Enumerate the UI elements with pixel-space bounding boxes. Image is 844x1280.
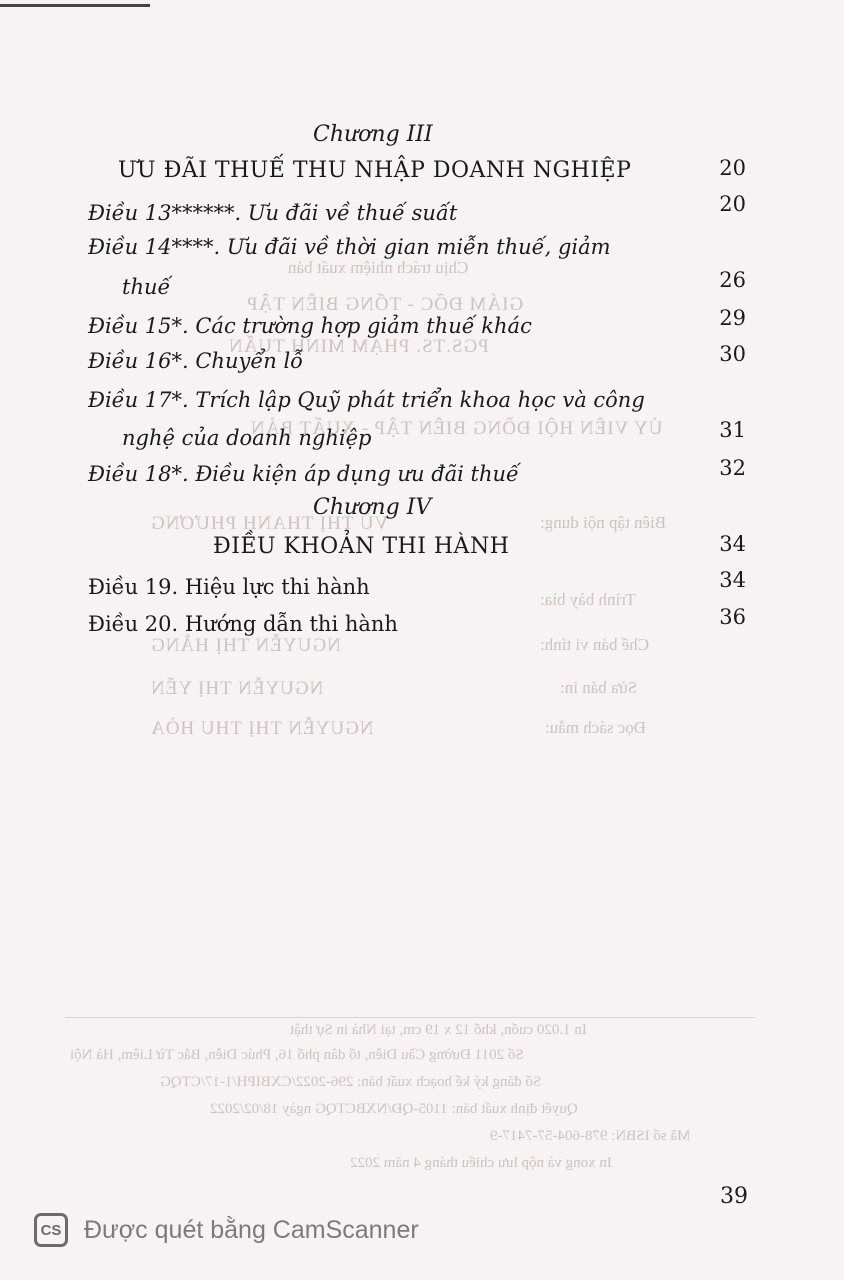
toc-entry-article-17: Điều 17*. Trích lập Quỹ phát triển khoa học và công [88, 388, 645, 412]
toc-page-number: 29 [719, 306, 746, 330]
bleed-through-text: GIÁM ĐỐC - TỔNG BIÊN TẬP [246, 294, 524, 315]
toc-entry-article-19: Điều 19. Hiệu lực thi hành [88, 575, 370, 599]
bleed-through-text: Trình bày bìa: [540, 590, 636, 609]
toc-entry-article-14-cont: thuế [122, 275, 171, 299]
bleed-through-text: Sửa bản in: [560, 678, 638, 697]
toc-page-number: 20 [719, 192, 746, 216]
toc-entry-article-13: Điều 13******. Ưu đãi về thuế suất [88, 201, 458, 225]
toc-page-number: 34 [719, 568, 746, 592]
top-rule [0, 4, 150, 7]
toc-page-number: 26 [719, 268, 746, 292]
bleed-through-text: Quyết định xuất bản: 1105-QĐ/NXBCTQG ngày 18/02/2022 [210, 1101, 578, 1117]
toc-entry-article-14: Điều 14****. Ưu đãi về thời gian miễn thuế, giảm [88, 235, 611, 259]
chapter-label: Chương III [313, 122, 433, 147]
bleed-through-text: Chế bản vi tính: [540, 635, 650, 654]
bleed-through-text: PGS.TS. PHẠM MINH TUẤN [228, 336, 489, 357]
bleed-through-text: In xong và nộp lưu chiểu tháng 4 năm 2022 [350, 1155, 612, 1171]
toc-entry-article-18: Điều 18*. Điều kiện áp dụng ưu đãi thuế [88, 462, 519, 486]
toc-entry-article-20: Điều 20. Hướng dẫn thi hành [88, 612, 398, 636]
bleed-through-text: NGUYỄN THỊ HẰNG [150, 635, 341, 656]
bleed-through-text: NGUYỄN THỊ THU HÒA [150, 718, 374, 739]
camscanner-watermark [34, 1212, 419, 1248]
chapter-title: ƯU ĐÃI THUẾ THU NHẬP DOANH NGHIỆP [118, 158, 632, 183]
page-number: 39 [720, 1184, 748, 1209]
bleed-through-text: Số đăng ký kế hoạch xuất bản: 296-2022/CXBIPH/1-17/CTQG [160, 1074, 542, 1090]
toc-entry-article-16: Điều 16*. Chuyển lỗ [88, 349, 304, 373]
toc-entry-article-15: Điều 15*. Các trường hợp giảm thuế khác [88, 314, 532, 338]
camscanner-logo-icon: CS [34, 1213, 68, 1247]
bleed-through-text: VŨ THỊ THANH PHƯƠNG [150, 513, 389, 534]
bleed-through-text: Số 2011 Đường Cầu Diễn, tổ dân phố 16, Phúc Diễn, Bắc Từ Liêm, Hà Nội [70, 1047, 524, 1063]
bleed-through-text: Biên tập nội dung: [540, 513, 667, 532]
bleed-through-text: Chịu trách nhiệm xuất bản [288, 258, 469, 277]
toc-page-number: 30 [719, 342, 746, 366]
chapter-page-number: 34 [719, 532, 746, 556]
bleed-through-text: In 1.020 cuốn, khổ 12 x 19 cm, tại Nhà in Sự thật [290, 1022, 587, 1038]
bleed-through-text: ỦY VIÊN HỘI ĐỒNG BIÊN TẬP - XUẤT BẢN [250, 418, 663, 439]
toc-entry-article-17-cont: nghệ của doanh nghiệp [122, 426, 372, 450]
footer-rule [65, 1017, 755, 1018]
chapter-page-number: 20 [719, 156, 746, 180]
bleed-through-text: NGUYỄN THỊ YẾN [150, 678, 324, 699]
chapter-label: Chương IV [313, 495, 432, 520]
toc-page-number: 36 [719, 605, 746, 629]
toc-page-number: 32 [719, 456, 746, 480]
watermark-text: Được quét bằng CamScanner [84, 1215, 419, 1244]
toc-page-number: 31 [719, 418, 746, 442]
bleed-through-text: Mã số ISBN: 978-604-57-7417-9 [490, 1128, 691, 1144]
bleed-through-text: Đọc sách mẫu: [545, 718, 647, 737]
chapter-title: ĐIỀU KHOẢN THI HÀNH [213, 534, 510, 559]
